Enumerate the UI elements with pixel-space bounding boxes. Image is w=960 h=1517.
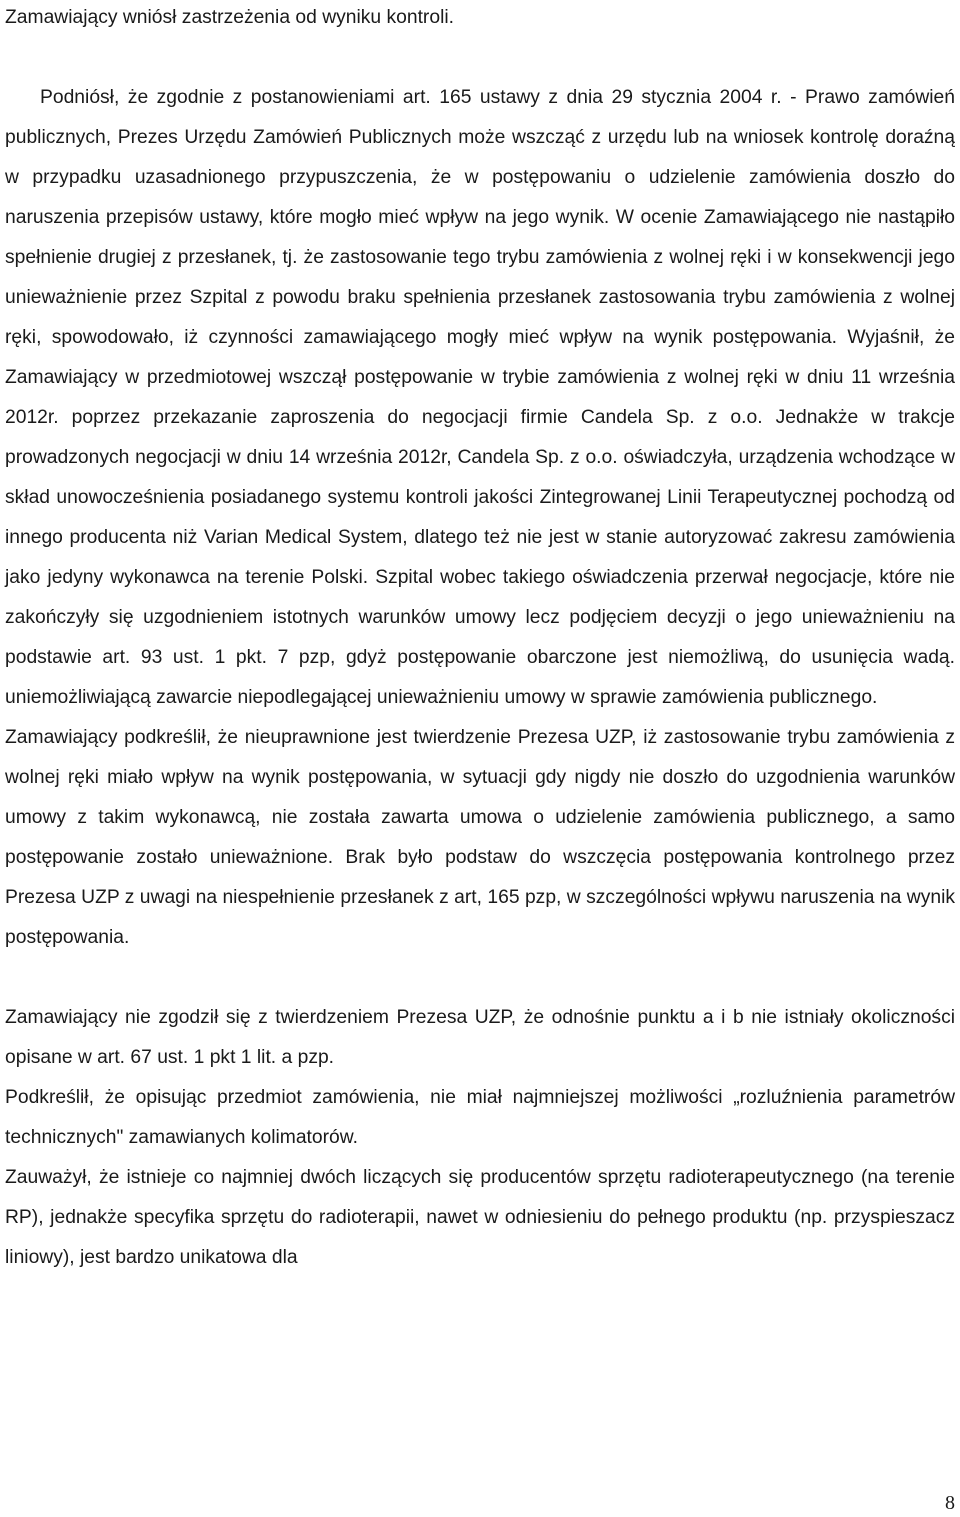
- paragraph-art-165: Podniósł, że zgodnie z postanowieniami art. 165 ustawy z dnia 29 stycznia 2004 r. - Prawo zamówień publicznych, Prezes Urzędu Zamówień Publicznych może wszcząć z urzędu lub na wniosek kontrolę doraźną w przypadku uzasadnionego przypuszczenia, że w postępowaniu o udzielenie zamówienia doszło do naruszenia przepisów ustawy, które mogło mieć wpływ na jego wynik. W ocenie Zamawiającego nie nastąpiło spełnienie drugiej z przesłanek, tj. że zastosowanie tego trybu zamówienia z wolnej ręki i w konsekwencji jego unieważnienie przez Szpital z powodu braku spełnienia przesłanek zastosowania trybu zamówienia z wolnej ręki, spowodowało, iż czynności zamawiającego mogły mieć wpływ na wynik postępowania. Wyjaśnił, że Zamawiający w przedmiotowej wszczął postępowanie w trybie zamówienia z wolnej ręki w dniu 11 września 2012r. poprzez przekazanie zaproszenia do negocjacji firmie Candela Sp. z o.o. Jednakże w trakcje prowadzonych negocjacji w dniu 14 września 2012r, Candela Sp. z o.o. oświadczyła, urządzenia wchodzące w skład unowocześnienia posiadanego systemu kontroli jakości Zintegrowanej Linii Terapeutycznej pochodzą od innego producenta niż Varian Medical System, dlatego też nie jest w stanie autoryzować zakresu zamówienia jako jedyny wykonawca na terenie Polski. Szpital wobec takiego oświadczenia przerwał negocjacje, które nie zakończyły się uzgodnieniem istotnych warunków umowy lecz podjęciem decyzji o jego unieważnieniu na podstawie art. 93 ust. 1 pkt. 7 pzp, gdyż postępowanie obarczone jest niemożliwą, do usunięcia wadą. uniemożliwiającą zawarcie niepodlegającej unieważnieniu umowy w sprawie zamówienia publicznego.: [5, 87, 955, 708]
- paragraph-parameters: Podkreślił, że opisując przedmiot zamówienia, nie miał najmniejszej możliwości „rozluźnienia parametrów technicznych" zamawianych kolimatorów.: [5, 1087, 955, 1148]
- paragraph-emphasis: Zamawiający podkreślił, że nieuprawnione jest twierdzenie Prezesa UZP, iż zastosowanie trybu zamówienia z wolnej ręki miało wpływ na wynik postępowania, w sytuacji gdy nigdy nie doszło do uzgodnienia warunków umowy z takim wykonawcą, nie została zawarta umowa o udzielenie zamówienia publicznego, a samo postępowanie zostało unieważnione. Brak było podstaw do wszczęcia postępowania kontrolnego przez Prezesa UZP z uwagi na niespełnienie przesłanek z art, 165 pzp, w szczególności wpływu naruszenia na wynik postępowania.: [5, 727, 955, 948]
- page-number: 8: [945, 1492, 955, 1514]
- paragraph-objection: Zamawiający wniósł zastrzeżenia od wyniku kontroli.: [5, 7, 455, 28]
- paragraph-producers: Zauważył, że istnieje co najmniej dwóch liczących się producentów sprzętu radioterapeutycznego (na terenie RP), jednakże specyfika sprzętu do radioterapii, nawet w odniesieniu do pełnego produktu (np. przyspieszacz liniowy), jest bardzo unikatowa dla: [5, 1167, 955, 1268]
- document-page: [5, 0, 955, 1278]
- paragraph-disagreement: Zamawiający nie zgodził się z twierdzeniem Prezesa UZP, że odnośnie punktu a i b nie istniały okoliczności opisane w art. 67 ust. 1 pkt 1 lit. a pzp.: [5, 1007, 955, 1068]
